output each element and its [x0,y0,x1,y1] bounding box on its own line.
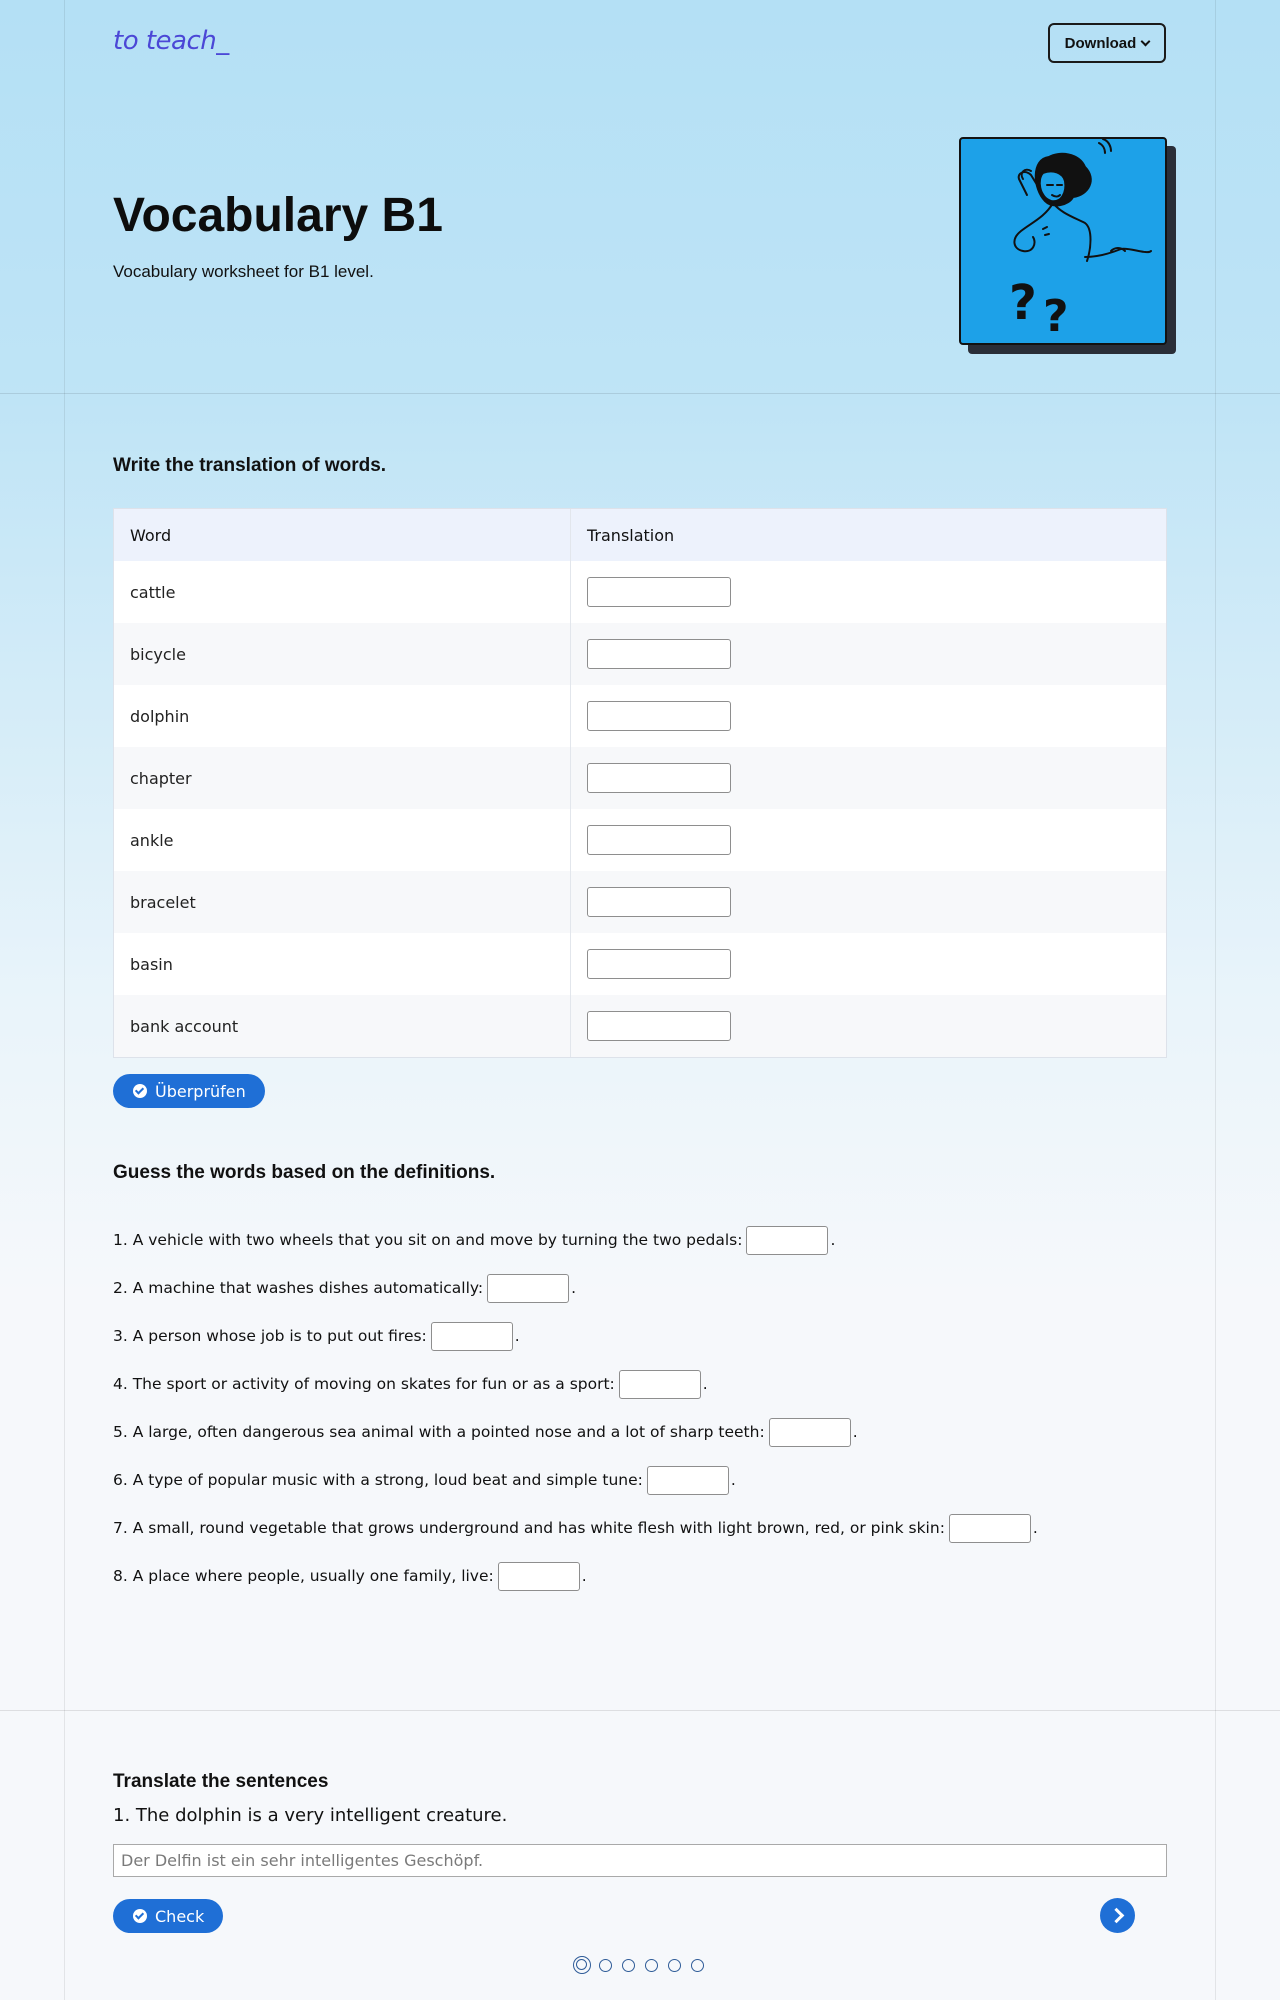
check-label: Check [155,1906,205,1926]
table-row [114,561,1166,623]
list-item [113,1360,1038,1408]
translation-input[interactable] [587,639,731,669]
list-item [113,1552,1038,1600]
table-row [114,933,1166,995]
confused-woman-icon [961,139,1167,345]
translation-input[interactable] [587,949,731,979]
pagination-dot[interactable] [645,1959,658,1972]
definition-text: 4. The sport or activity of moving on skates for fun or as a sport: [113,1375,615,1393]
word-cell: basin [114,933,571,995]
list-item [113,1456,1038,1504]
definition-text: 1. A vehicle with two wheels that you sit on and move by turning the two pedals: [113,1231,743,1249]
definition-text: 7. A small, round vegetable that grows underground and has white flesh with light brown, red, or pink skin: [113,1519,945,1537]
left-guide-line [64,0,65,2000]
download-label: Download [1064,34,1137,52]
definition-period: . [581,1567,587,1585]
word-cell: bracelet [114,871,571,933]
table-row [114,623,1166,685]
definition-answer-input[interactable] [487,1274,569,1303]
table-row [114,747,1166,809]
definition-period: . [1032,1519,1038,1537]
translation-input[interactable] [587,887,731,917]
translation-cell [571,933,1166,995]
translation-input[interactable] [587,577,731,607]
svg-text:?: ? [1043,291,1069,342]
list-item [113,1408,1038,1456]
ueberpruefen-label: Überprüfen [155,1081,246,1101]
sentence-text: 1. The dolphin is a very intelligent creature. [113,1805,508,1826]
translation-cell [571,809,1166,871]
confused-woman-illustration [959,137,1167,345]
chevron-down-icon [1141,36,1151,46]
exercise1-title: Write the translation of words. [113,455,387,476]
definition-answer-input[interactable] [746,1226,828,1255]
check-circle-icon [133,1909,147,1923]
list-item [113,1504,1038,1552]
table-row [114,871,1166,933]
sentence-translation-input[interactable] [113,1844,1167,1877]
definition-text: 5. A large, often dangerous sea animal with a pointed nose and a lot of sharp teeth: [113,1423,765,1441]
definition-answer-input[interactable] [431,1322,513,1351]
word-cell: chapter [114,747,571,809]
pagination-dots [573,1956,704,1974]
definition-text: 2. A machine that washes dishes automatically: [113,1279,484,1297]
translation-cell [571,623,1166,685]
table-row [114,809,1166,871]
definition-period: . [730,1471,736,1489]
definition-answer-input[interactable] [619,1370,701,1399]
translation-cell [571,747,1166,809]
translation-input[interactable] [587,763,731,793]
column-header-word: Word [114,509,571,561]
column-header-translation: Translation [587,525,675,545]
definition-answer-input[interactable] [647,1466,729,1495]
definition-period: . [702,1375,708,1393]
translation-cell [571,561,1166,623]
check-circle-icon [133,1084,147,1098]
pagination-dot[interactable] [668,1959,681,1972]
table-row [114,995,1166,1057]
word-cell: bank account [114,995,571,1057]
translation-cell [571,995,1166,1057]
exercise3-title: Translate the sentences [113,1771,329,1792]
check-button[interactable] [113,1899,223,1933]
table-row [114,685,1166,747]
definition-text: 3. A person whose job is to put out fires: [113,1327,427,1345]
definition-text: 6. A type of popular music with a strong, loud beat and simple tune: [113,1471,643,1489]
download-button[interactable] [1048,23,1166,63]
word-cell: ankle [114,809,571,871]
translation-cell [571,871,1166,933]
definitions-list [113,1216,1038,1600]
definition-answer-input[interactable] [498,1562,580,1591]
hero-illustration [959,137,1167,345]
definition-answer-input[interactable] [949,1514,1031,1543]
word-cell: dolphin [114,685,571,747]
pagination-dot[interactable] [599,1959,612,1972]
definition-period: . [571,1279,577,1297]
table-header-row [114,509,1166,561]
pagination-dot[interactable] [573,1956,591,1974]
translation-cell [571,685,1166,747]
pagination-dot[interactable] [622,1959,635,1972]
ueberpruefen-button[interactable] [113,1074,265,1108]
translation-input[interactable] [587,701,731,731]
list-item [113,1264,1038,1312]
page-subtitle: Vocabulary worksheet for B1 level. [113,262,374,281]
translation-input[interactable] [587,825,731,855]
definition-period: . [830,1231,836,1249]
definition-period: . [852,1423,858,1441]
hero-divider [0,393,1280,394]
right-guide-line [1215,0,1216,2000]
section-divider [0,1710,1280,1711]
list-item [113,1312,1038,1360]
svg-text:?: ? [1009,275,1037,331]
translation-input[interactable] [587,1011,731,1041]
definition-text: 8. A place where people, usually one family, live: [113,1567,494,1585]
word-cell: cattle [114,561,571,623]
exercise2-title: Guess the words based on the definitions. [113,1162,496,1183]
word-cell: bicycle [114,623,571,685]
page-title: Vocabulary B1 [113,189,443,242]
next-arrow-button[interactable] [1100,1898,1135,1933]
translation-table [113,508,1167,1058]
logo[interactable]: to teach_ [113,26,229,56]
pagination-dot[interactable] [691,1959,704,1972]
definition-answer-input[interactable] [769,1418,851,1447]
list-item [113,1216,1038,1264]
definition-period: . [514,1327,520,1345]
